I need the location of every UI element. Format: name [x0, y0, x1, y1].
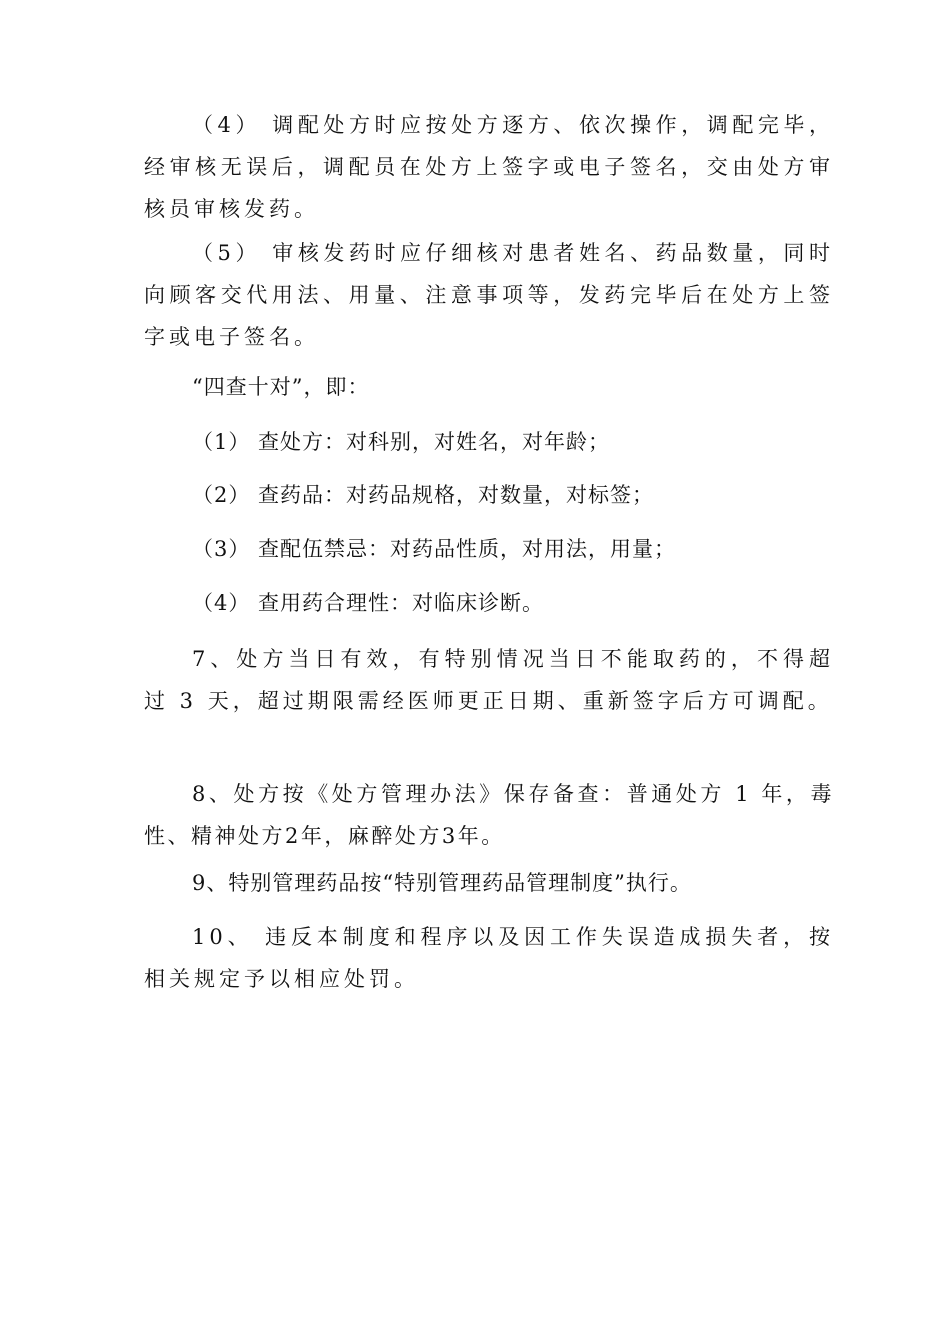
paragraph-dispense-procedure: （4） 调配处方时应按处方逐方、依次操作，调配完毕，经审核无误后，调配员在处方上签字或电子签名，交由处方审核员审核发药。 — [144, 113, 834, 221]
paragraph-special-drugs: 9、特别管理药品按“特别管理药品管理制度”执行。 — [192, 871, 692, 895]
paragraph-four-checks-heading: “四查十对”，即： — [192, 375, 370, 399]
paragraph-check-incompatibility: （3） 查配伍禁忌：对药品性质，对用法，用量； — [192, 537, 677, 561]
paragraph-verify-dispense: （5） 审核发药时应仔细核对患者姓名、药品数量，同时向顾客交代用法、用量、注意事项等，发药完毕后在处方上签字或电子签名。 — [144, 241, 834, 349]
paragraph-penalty: 10、 违反本制度和程序以及因工作失误造成损失者，按相关规定予以相应处罚。 — [144, 925, 834, 991]
paragraph-prescription-retention: 8、处方按《处方管理办法》保存备查：普通处方 1 年，毒性、精神处方2年，麻醉处方3年。 — [144, 782, 834, 848]
paragraph-check-rationality: （4） 查用药合理性：对临床诊断。 — [192, 591, 545, 615]
paragraph-check-drugs: （2） 查药品：对药品规格，对数量，对标签； — [192, 483, 655, 507]
paragraph-check-prescription: （1） 查处方：对科别，对姓名，对年龄； — [192, 430, 611, 454]
paragraph-prescription-validity: 7、处方当日有效，有特别情况当日不能取药的，不得超过 3 天，超过期限需经医师更正日期、重新签字后方可调配。 — [144, 647, 834, 713]
